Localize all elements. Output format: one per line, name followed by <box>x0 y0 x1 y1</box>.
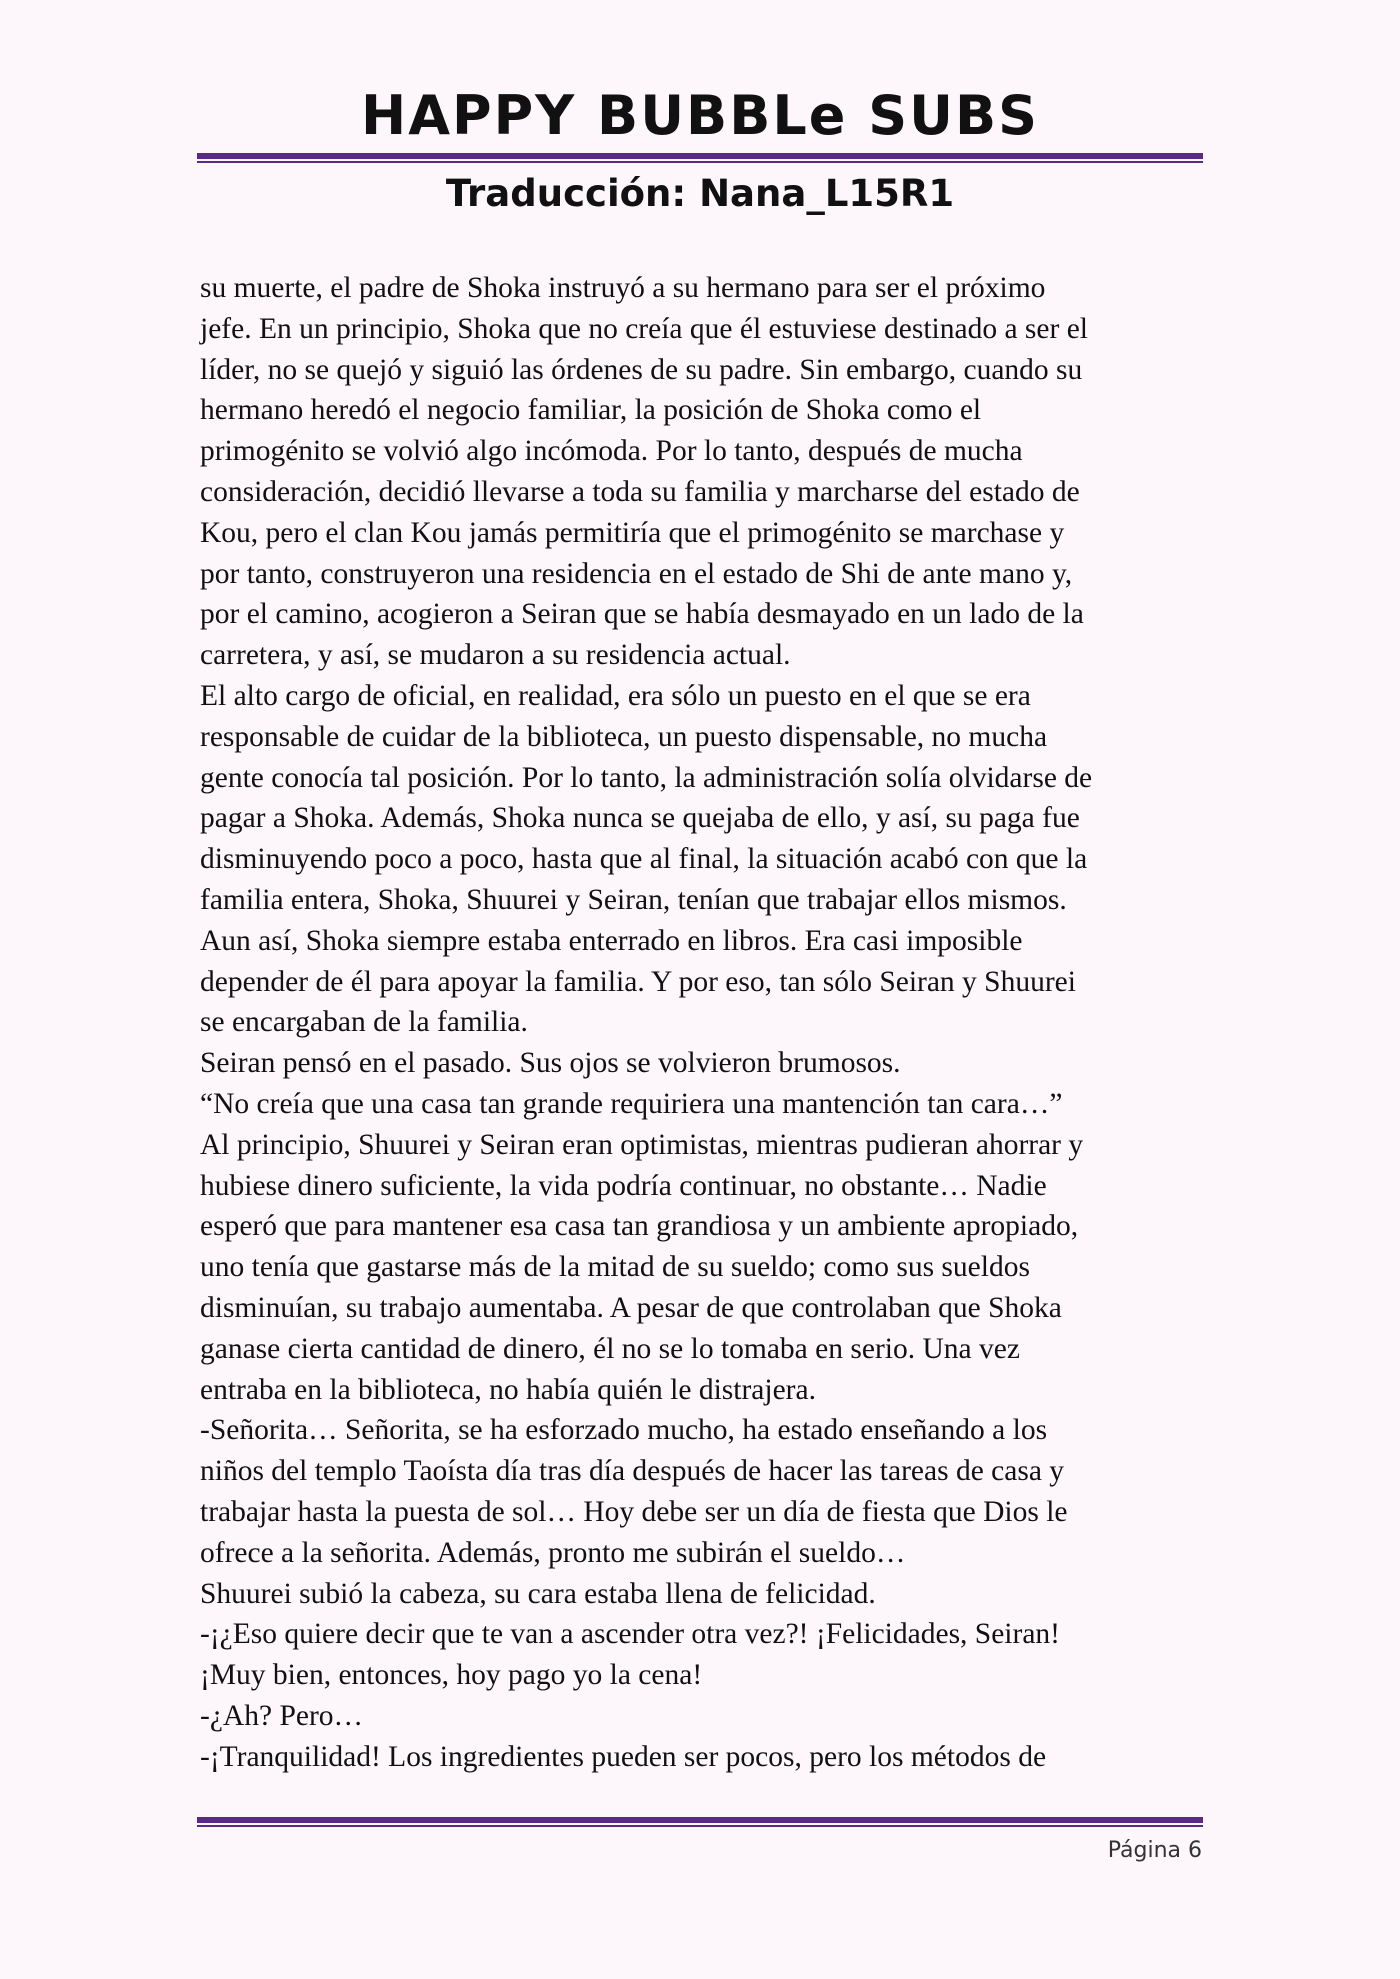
text-line: consideración, decidió llevarse a toda su familia y marcharse del estado de <box>200 475 1080 508</box>
page-number: Página 6 <box>1107 1838 1202 1863</box>
footer-divider-thin <box>197 1825 1203 1827</box>
text-line: entraba en la biblioteca, no había quién le distrajera. <box>200 1373 816 1406</box>
text-line: gente conocía tal posición. Por lo tanto, la administración solía olvidarse de <box>200 761 1093 794</box>
text-line: niños del templo Taoísta día tras día después de hacer las tareas de casa y <box>200 1455 1065 1488</box>
text-line: jefe. En un principio, Shoka que no creía que él estuviese destinado a ser el <box>200 312 1088 345</box>
text-line: pagar a Shoka. Además, Shoka nunca se quejaba de ello, y así, su paga fue <box>200 802 1080 835</box>
text-line: su muerte, el padre de Shoka instruyó a su hermano para ser el próximo <box>200 272 1046 304</box>
text-line: Seiran pensó en el pasado. Sus ojos se volvieron brumosos. <box>200 1047 901 1080</box>
text-line: -¡¿Eso quiere decir que te van a ascender otra vez?! ¡Felicidades, Seiran! <box>200 1618 1060 1651</box>
text-line: responsable de cuidar de la biblioteca, un puesto dispensable, no mucha <box>200 720 1048 753</box>
text-line: se encargaban de la familia. <box>200 1006 528 1039</box>
footer-divider <box>197 1817 1203 1828</box>
text-line: por el camino, acogieron a Seiran que se había desmayado en un lado de la <box>200 598 1084 631</box>
text-line: disminuyendo poco a poco, hasta que al final, la situación acabó con que la <box>200 843 1088 876</box>
text-line: Al principio, Shuurei y Seiran eran optimistas, mientras pudieran ahorrar y <box>200 1128 1084 1161</box>
text-line: El alto cargo de oficial, en realidad, era sólo un puesto en el que se era <box>200 679 1031 712</box>
text-line: hermano heredó el negocio familiar, la posición de Shoka como el <box>200 394 982 427</box>
site-title: HAPPY BUBBLe SUBS <box>361 84 1039 147</box>
header-divider <box>197 153 1203 164</box>
text-line: ganase cierta cantidad de dinero, él no se lo tomaba en serio. Una vez <box>200 1332 1020 1365</box>
header-divider-thick <box>197 153 1203 159</box>
text-line: Kou, pero el clan Kou jamás permitiría que el primogénito se marchase y <box>200 516 1065 549</box>
text-line: uno tenía que gastarse más de la mitad de su sueldo; como sus sueldos <box>200 1251 1030 1284</box>
text-line: familia entera, Shoka, Shuurei y Seiran, tenían que trabajar ellos mismos. <box>200 883 1067 916</box>
text-line: carretera, y así, se mudaron a su residencia actual. <box>200 639 791 672</box>
text-line: Aun así, Shoka siempre estaba enterrado en libros. Era casi imposible <box>200 924 1023 957</box>
text-line: -¡Tranquilidad! Los ingredientes pueden ser pocos, pero los métodos de <box>200 1740 1047 1773</box>
text-line: disminuían, su trabajo aumentaba. A pesar de que controlaban que Shoka <box>200 1291 1062 1324</box>
body-text <box>200 268 1210 1777</box>
text-line: depender de él para apoyar la familia. Y por eso, tan sólo Seiran y Shuurei <box>200 965 1076 998</box>
text-line: ¡Muy bien, entonces, hoy pago yo la cena! <box>200 1659 703 1692</box>
text-line: -¿Ah? Pero… <box>200 1699 364 1732</box>
translator-credit: Traducción: Nana_L15R1 <box>445 172 955 215</box>
text-line: trabajar hasta la puesta de sol… Hoy debe ser un día de fiesta que Dios le <box>200 1495 1068 1528</box>
text-line: esperó que para mantener esa casa tan grandiosa y un ambiente apropiado, <box>200 1210 1079 1243</box>
text-line: -Señorita… Señorita, se ha esforzado mucho, ha estado enseñando a los <box>200 1414 1048 1447</box>
footer-divider-thick <box>197 1817 1203 1823</box>
text-line: por tanto, construyeron una residencia en el estado de Shi de ante mano y, <box>200 557 1073 590</box>
text-line: Shuurei subió la cabeza, su cara estaba llena de felicidad. <box>200 1577 876 1610</box>
text-line: líder, no se quejó y siguió las órdenes de su padre. Sin embargo, cuando su <box>200 353 1083 386</box>
text-line: hubiese dinero suficiente, la vida podría continuar, no obstante… Nadie <box>200 1169 1047 1202</box>
text-line: “No creía que una casa tan grande requiriera una mantención tan cara…” <box>200 1087 1063 1120</box>
header-divider-thin <box>197 161 1203 163</box>
text-line: primogénito se volvió algo incómoda. Por lo tanto, después de mucha <box>200 435 1023 468</box>
text-line: ofrece a la señorita. Además, pronto me subirán el sueldo… <box>200 1536 906 1569</box>
